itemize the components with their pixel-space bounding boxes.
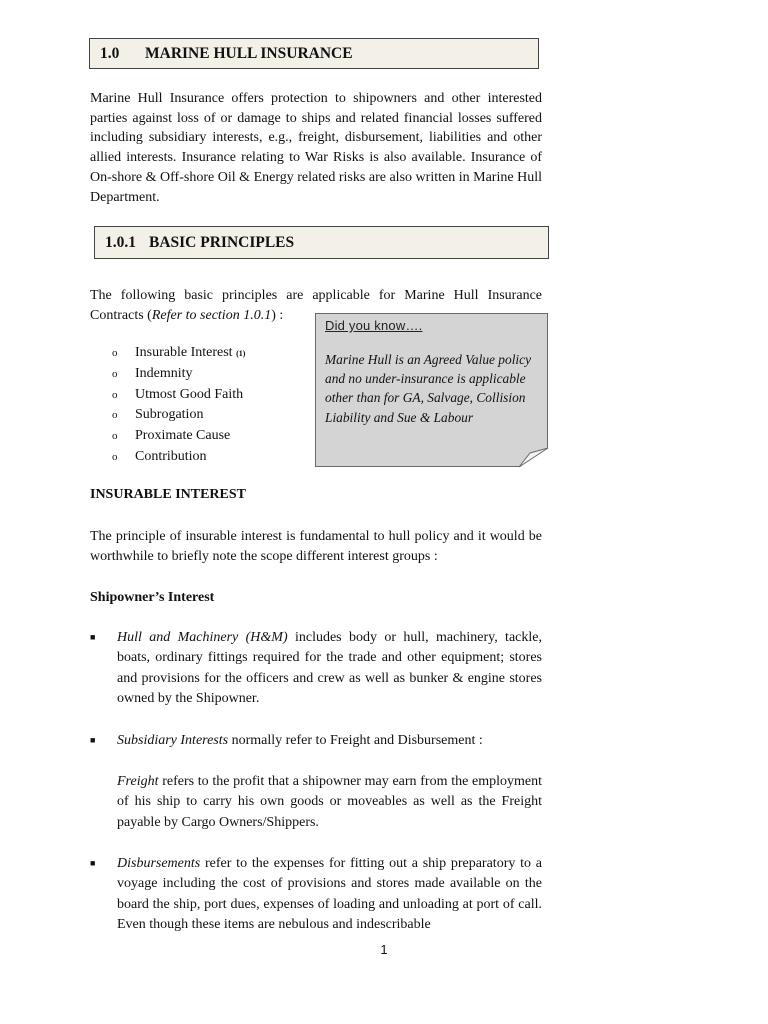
intro-paragraph: Marine Hull Insurance offers protection to shipowners and other interested parties against loss of or damage to ships and related financial losses suffered including subsidiary interests, e.g., freight, disbursement, liabilities and other allied interests. Insurance relating to War Risks is also available. Insurance of On-shore & Off-shore Oil & Energy related risks are also written in Marine Hull Department.: [90, 91, 542, 205]
insurable-interest-paragraph: The principle of insurable interest is fundamental to hull policy and it would be worthwhile to briefly note the scope different interest groups :: [90, 529, 542, 564]
folded-corner-icon: [518, 447, 549, 468]
definition: refer to the expenses for fitting out a ship preparatory to a voyage including the cost of provisions and stores made available on the board the ship, port dues, expenses of loading and unloading at port of call. Even though these items are nebulous and indescribable: [117, 856, 542, 933]
principle-label: Proximate Cause: [135, 428, 231, 444]
principle-label: Subrogation: [135, 407, 204, 423]
term: Hull and Machinery (H&M): [117, 630, 288, 645]
principle-label: Contribution: [135, 448, 207, 464]
list-item: [112, 364, 245, 385]
definition: refers to the profit that a shipowner may earn from the employment of his ship to carry his own goods or moveables as well as the Freight payable by Cargo Owners/Shippers.: [117, 774, 542, 830]
section-title: BASIC PRINCIPLES: [149, 233, 295, 251]
principle-label: Utmost Good Faith: [135, 386, 244, 402]
definition: includes body or hull, machinery, tackle, boats, ordinary fittings required for the trade and other equipment; stores and provisions for the officers and crew as well as bunker & engine stores owned by the Shipowner.: [117, 630, 542, 707]
bullet-hull-machinery: [90, 628, 542, 710]
shipowner-interest-heading: Shipowner’s Interest: [90, 590, 215, 605]
list-item: [112, 426, 245, 447]
bullet-marker: o: [112, 450, 118, 463]
principle-label: Insurable Interest: [135, 345, 233, 360]
list-item: [112, 405, 245, 426]
term: Disbursements: [117, 856, 201, 871]
principles-intro-suffix: ) :: [271, 307, 284, 323]
bullet-subsidiary-interests: [90, 731, 542, 751]
list-item: [112, 385, 245, 406]
bullet-marker: o: [112, 388, 118, 401]
page-number: 1: [380, 942, 388, 957]
term: Freight: [117, 774, 159, 789]
bullet-marker: ■: [90, 858, 96, 868]
section-number: 1.0: [100, 44, 120, 62]
section-title: MARINE HULL INSURANCE: [145, 44, 353, 62]
bullet-marker: o: [112, 347, 118, 359]
note-title: Did you know….: [325, 318, 423, 333]
list-item: o Insurable Interest (1): [112, 343, 245, 364]
section-reference: Refer to section 1.0.1: [151, 307, 272, 323]
bullet-marker: o: [112, 409, 118, 422]
principles-intro-text: The following basic principles are applicable for Marine Hull Insurance Contracts (: [90, 288, 542, 323]
note-body: Marine Hull is an Agreed Value policy and no under-insurance is applicable other than for GA, Salvage, Collision Liability and Sue & Labour: [325, 352, 532, 425]
section-heading-1-0-1: [94, 226, 549, 259]
insurable-interest-heading: INSURABLE INTEREST: [90, 487, 246, 502]
bullet-marker: ■: [90, 735, 96, 745]
principle-label: Indemnity: [135, 365, 193, 381]
bullet-marker: o: [112, 430, 118, 443]
term: Subsidiary Interests: [117, 733, 229, 748]
definition: normally refer to Freight and Disbursement :: [228, 733, 483, 748]
section-heading-1-0: [89, 38, 539, 69]
list-item: [112, 447, 245, 468]
section-number: 1.0.1: [105, 233, 136, 251]
bullet-disbursements: [90, 854, 542, 936]
principles-list: [112, 343, 245, 468]
bullet-marker: ■: [90, 632, 96, 642]
bullet-marker: o: [112, 367, 118, 380]
freight-paragraph: [90, 772, 542, 833]
